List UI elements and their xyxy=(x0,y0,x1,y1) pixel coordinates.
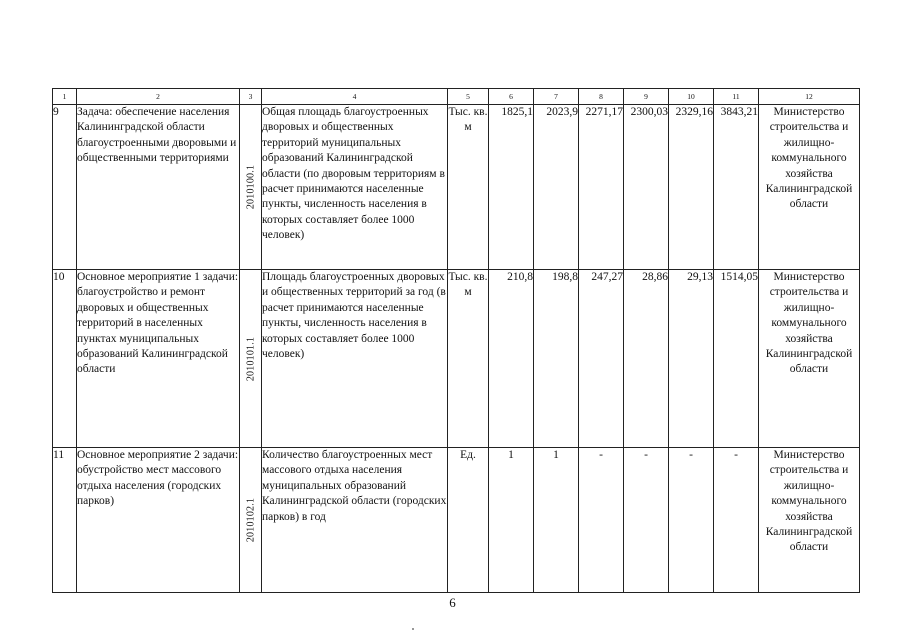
value-col7: 1 xyxy=(534,448,579,593)
row-number: 9 xyxy=(53,105,77,270)
value-col6: 1825,1 xyxy=(489,105,534,270)
value-col10: - xyxy=(669,448,714,593)
value-col9: - xyxy=(624,448,669,593)
value-col6: 210,8 xyxy=(489,270,534,448)
column-number-row xyxy=(53,89,860,105)
col-number-1: 1 xyxy=(53,89,77,105)
col-number-5: 5 xyxy=(448,89,489,105)
col-number-6: 6 xyxy=(489,89,534,105)
responsible-cell: Министерство строительства и жилищно-коммунального хозяйства Калининградской области xyxy=(759,448,860,593)
unit-cell: Тыс. кв. м xyxy=(448,105,489,270)
col-number-4: 4 xyxy=(262,89,448,105)
table-row xyxy=(53,270,860,448)
col-number-11: 11 xyxy=(714,89,759,105)
responsible-cell: Министерство строительства и жилищно-коммунального хозяйства Калининградской области xyxy=(759,105,860,270)
code-cell xyxy=(240,270,262,448)
code-text: 2010101.1 xyxy=(244,336,256,381)
value-col6: 1 xyxy=(489,448,534,593)
value-col11: 3843,21 xyxy=(714,105,759,270)
task-cell: Основное мероприятие 1 задачи: благоустройство и ремонт дворовых и общественных территорий в населенных пунктах муниципальных образований Калининградской области xyxy=(77,270,240,448)
page-number: 6 xyxy=(449,595,456,610)
col-number-8: 8 xyxy=(579,89,624,105)
value-col11: - xyxy=(714,448,759,593)
col-number-2: 2 xyxy=(77,89,240,105)
unit-cell: Ед. xyxy=(448,448,489,593)
table-row xyxy=(53,448,860,593)
value-col9: 2300,03 xyxy=(624,105,669,270)
col-number-9: 9 xyxy=(624,89,669,105)
code-cell xyxy=(240,105,262,270)
value-col8: - xyxy=(579,448,624,593)
value-col7: 2023,9 xyxy=(534,105,579,270)
value-col11: 1514,05 xyxy=(714,270,759,448)
code-text: 2010100.1 xyxy=(244,164,256,210)
col-number-10: 10 xyxy=(669,89,714,105)
value-col8: 2271,17 xyxy=(579,105,624,270)
col-number-12: 12 xyxy=(759,89,860,105)
code-cell xyxy=(240,448,262,593)
indicator-cell: Количество благоустроенных мест массового отдыха населения муниципальных образований Калининградской области (городских парков) в год xyxy=(262,448,448,593)
row-number: 10 xyxy=(53,270,77,448)
value-col10: 29,13 xyxy=(669,270,714,448)
row-number: 11 xyxy=(53,448,77,593)
code-text: 2010102.1 xyxy=(244,497,256,543)
indicator-cell: Площадь благоустроенных дворовых и общественных территорий за год (в расчет принимаются населенные пункты, численность населения в которых составляет более 1000 человек) xyxy=(262,270,448,448)
indicator-cell: Общая площадь благоустроенных дворовых и общественных территорий муниципальных образований Калининградской области (по дворовым территориям в расчет принимаются населенные пункты, численность населения в которых составляет более 1000 человек) xyxy=(262,105,448,270)
indicators-table xyxy=(52,88,860,593)
task-cell: Задача: обеспечение населения Калининградской области благоустроенными дворовыми и общественными территориями xyxy=(77,105,240,270)
value-col10: 2329,16 xyxy=(669,105,714,270)
value-col9: 28,86 xyxy=(624,270,669,448)
scan-speck xyxy=(412,628,414,630)
value-col8: 247,27 xyxy=(579,270,624,448)
table-row xyxy=(53,105,860,270)
value-col7: 198,8 xyxy=(534,270,579,448)
col-number-7: 7 xyxy=(534,89,579,105)
unit-cell: Тыс. кв. м xyxy=(448,270,489,448)
col-number-3: 3 xyxy=(240,89,262,105)
task-cell: Основное мероприятие 2 задачи: обустройство мест массового отдыха населения (городских парков) xyxy=(77,448,240,593)
responsible-cell: Министерство строительства и жилищно-коммунального хозяйства Калининградской области xyxy=(759,270,860,448)
